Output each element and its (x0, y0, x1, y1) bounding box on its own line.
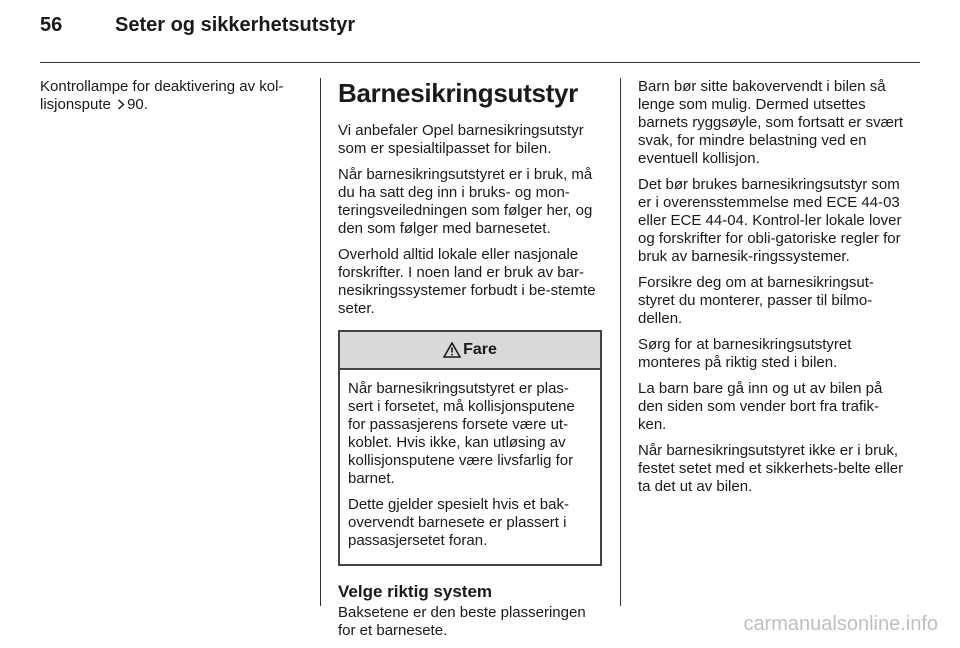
section-heading: Barnesikringsutstyr (338, 78, 578, 108)
paragraph: La barn bare gå inn og ut av bilen på den siden som vender bort fra trafik-ken. (638, 380, 883, 433)
column-1 (40, 78, 302, 122)
warning-body (340, 370, 600, 564)
page-header (40, 14, 355, 37)
watermark: carmanualsonline.info (743, 613, 938, 635)
page-number: 56 (40, 14, 63, 36)
paragraph: Når barnesikringsutstyret ikke er i bruk, festet setet med et sikkerhets-belte eller ta det ut av bilen. (638, 442, 904, 495)
warning-title: Fare (463, 341, 497, 358)
column-divider-1 (320, 78, 321, 606)
paragraph: Baksetene er den beste plasseringen for et barnesete. (338, 604, 586, 639)
warning-paragraph: Dette gjelder spesielt hvis et bak-overvendt barnesete er plassert i passasjersetet foran. (348, 496, 569, 549)
paragraph: Det bør brukes barnesikringsutstyr som er i overensstemmelse med ECE 44-03 eller ECE 44-04. Kontrol-ler lokale lover og forskrifter for obli-gatoriske regler for bruk av barnesik-ringssystemer. (638, 176, 902, 265)
paragraph: Vi anbefaler Opel barnesikringsutstyr som er spesialtilpasset for bilen. (338, 122, 584, 157)
subheading: Velge riktig system (338, 582, 493, 601)
warning-paragraph: Når barnesikringsutstyret er plas-sert i forsetet, må kollisjonsputene for passasjerens forsete være ut-koblet. Hvis ikke, kan utløsing av kollisjonsputene være livsfarlig for barnet. (348, 380, 575, 487)
reference-page: 90. (127, 96, 148, 113)
cross-reference: Kontrollampe for deaktivering av kol-lisjonspute 90. (40, 78, 284, 113)
paragraph: Barn bør sitte bakovervendt i bilen så lenge som mulig. Dermed utsettes barnets ryggsøyle, som fortsatt er svært svak, for mindre belastning ved en eventuell kollisjon. (638, 78, 904, 167)
column-3 (638, 78, 906, 504)
column-2 (338, 78, 602, 648)
paragraph: Sørg for at barnesikringsutstyret monteres på riktig sted i bilen. (638, 336, 852, 371)
paragraph: Overhold alltid lokale eller nasjonale forskrifter. I noen land er bruk av bar-nesikringssystemer forbudt i be-stemte seter. (338, 246, 596, 317)
paragraph: Når barnesikringsutstyret er i bruk, må du ha satt deg inn i bruks- og mon-teringsveiledningen som følger her, og den som følger med barnesetet. (338, 166, 593, 237)
header-rule (40, 62, 920, 63)
paragraph: Forsikre deg om at barnesikringsut-styret du monterer, passer til bilmo-dellen. (638, 274, 874, 327)
warning-triangle-icon (443, 342, 461, 358)
column-divider-2 (620, 78, 621, 606)
warning-header (340, 332, 600, 370)
section-title: Seter og sikkerhetsutstyr (115, 14, 356, 36)
page-reference-arrow-icon (117, 99, 125, 110)
danger-warning-box (338, 330, 602, 566)
